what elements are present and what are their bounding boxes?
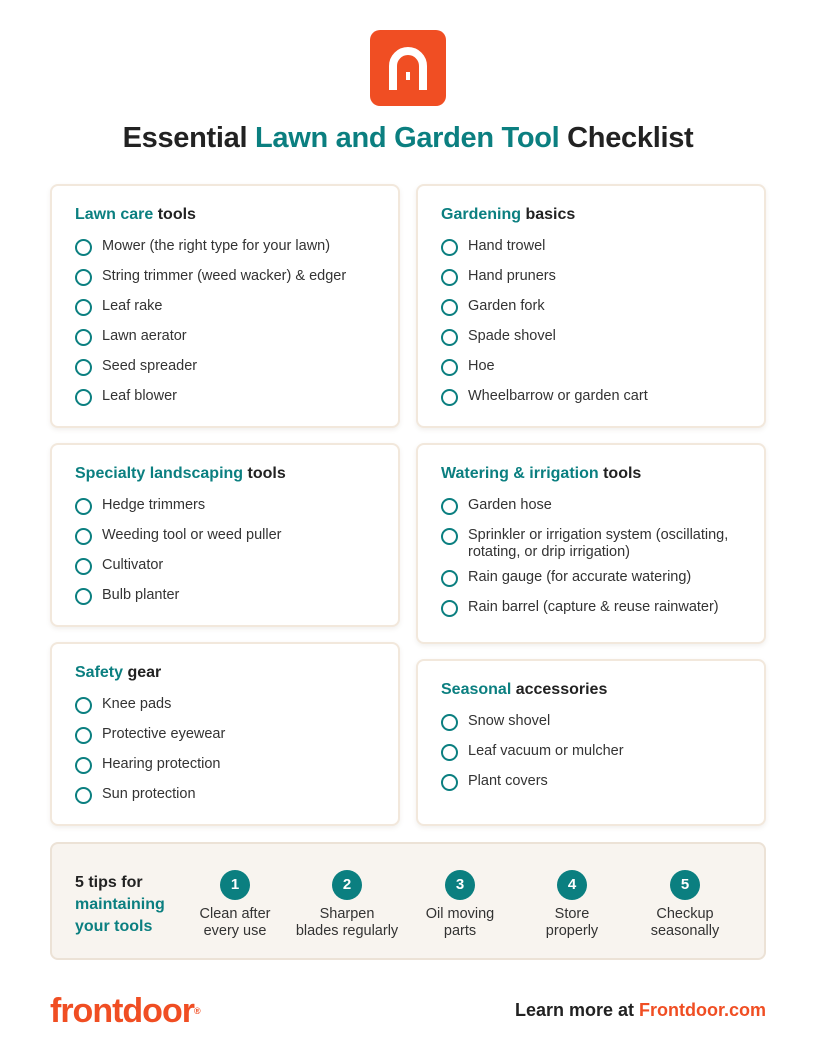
tip-number-badge: 3	[445, 870, 475, 900]
checklist-item[interactable]	[75, 726, 376, 748]
checkbox-circle-icon[interactable]	[75, 239, 92, 256]
checkbox-circle-icon[interactable]	[75, 757, 92, 774]
checklist-item[interactable]	[441, 268, 742, 290]
tip-number-badge: 1	[220, 870, 250, 900]
safety-title	[75, 664, 376, 682]
checklist-item[interactable]	[75, 358, 376, 380]
checklist-item[interactable]	[441, 497, 742, 519]
checklist-item-label: Lawn aerator	[102, 328, 187, 344]
tip-number-badge: 2	[332, 870, 362, 900]
checklist-item[interactable]	[441, 358, 742, 380]
frontdoor-wordmark-logo	[50, 992, 201, 1031]
tip-text: Store properly	[545, 906, 599, 939]
checklist-item-label: Bulb planter	[102, 587, 180, 603]
tip-number-badge: 5	[670, 870, 700, 900]
checkbox-circle-icon[interactable]	[75, 329, 92, 346]
checklist-item[interactable]	[75, 756, 376, 778]
checklist-item-label: Hand trowel	[468, 238, 546, 254]
checklist-item[interactable]	[441, 569, 742, 591]
checklist-item-label: Plant covers	[468, 773, 548, 789]
checkbox-circle-icon[interactable]	[75, 359, 92, 376]
checklist-item[interactable]	[441, 388, 742, 410]
checkbox-circle-icon[interactable]	[75, 558, 92, 575]
lawn-care-title-highlight: Lawn care	[75, 206, 154, 223]
checklist-item[interactable]	[441, 743, 742, 765]
tip-number-badge: 4	[557, 870, 587, 900]
tips-heading-highlight: maintaining your tools	[75, 896, 165, 935]
tip-item	[282, 870, 412, 940]
checklist-item[interactable]	[75, 587, 376, 609]
checkbox-circle-icon[interactable]	[75, 299, 92, 316]
checklist-item-label: String trimmer (weed wacker) & edger	[102, 268, 347, 284]
checklist-item-label: Hedge trimmers	[102, 497, 206, 513]
checklist-item[interactable]	[75, 786, 376, 808]
checkbox-circle-icon[interactable]	[441, 239, 458, 256]
specialty-title-highlight: Specialty landscaping	[75, 465, 244, 482]
page-title	[0, 122, 816, 155]
checklist-item-label: Sprinkler or irrigation system (oscillating, rotating, or drip irrigation)	[468, 527, 729, 560]
maintenance-tips-box	[50, 842, 766, 960]
title-highlight: Lawn and Garden Tool	[254, 122, 560, 154]
checklist-item-label: Rain barrel (capture & reuse rainwater)	[468, 599, 719, 615]
checkbox-circle-icon[interactable]	[75, 588, 92, 605]
checklist-item[interactable]	[441, 298, 742, 320]
checklist-item[interactable]	[75, 328, 376, 350]
checklist-item-label: Protective eyewear	[102, 726, 226, 742]
seasonal-title	[441, 681, 742, 699]
checkbox-circle-icon[interactable]	[441, 389, 458, 406]
checklist-item-label: Snow shovel	[468, 713, 551, 729]
gardening-card	[416, 184, 766, 428]
checklist-item-label: Leaf vacuum or mulcher	[468, 743, 624, 759]
checklist-item[interactable]	[75, 238, 376, 260]
checkbox-circle-icon[interactable]	[75, 697, 92, 714]
safety-title-rest: gear	[123, 664, 162, 681]
trademark-symbol: ®	[193, 1006, 201, 1016]
specialty-title	[75, 465, 376, 483]
watering-title-rest: tools	[598, 465, 642, 482]
checkbox-circle-icon[interactable]	[441, 329, 458, 346]
checklist-item-label: Garden fork	[468, 298, 545, 314]
checklist-item-label: Knee pads	[102, 696, 172, 712]
checklist-item[interactable]	[441, 238, 742, 260]
checkbox-circle-icon[interactable]	[75, 727, 92, 744]
checklist-item-label: Hand pruners	[468, 268, 556, 284]
checklist-item-label: Spade shovel	[468, 328, 556, 344]
checklist-item[interactable]	[75, 268, 376, 290]
checkbox-circle-icon[interactable]	[75, 269, 92, 286]
title-prefix: Essential	[122, 122, 255, 154]
gardening-title	[441, 206, 742, 224]
seasonal-title-highlight: Seasonal	[441, 681, 512, 698]
tip-item	[507, 870, 637, 940]
checklist-item-label: Seed spreader	[102, 358, 198, 374]
lawn-care-title	[75, 206, 376, 224]
checklist-item-label: Sun protection	[102, 786, 196, 802]
watering-title-highlight: Watering & irrigation	[441, 465, 599, 482]
checkbox-circle-icon[interactable]	[441, 528, 458, 545]
tip-text: Clean after every use	[199, 906, 271, 939]
lawn-care-title-rest: tools	[153, 206, 196, 223]
checklist-item[interactable]	[441, 773, 742, 795]
tip-text: Oil moving parts	[425, 906, 495, 939]
frontdoor-logo-icon	[370, 30, 446, 106]
seasonal-card	[416, 659, 766, 826]
specialty-title-rest: tools	[243, 465, 286, 482]
checkbox-circle-icon[interactable]	[75, 787, 92, 804]
checklist-item-label: Leaf rake	[102, 298, 163, 314]
checkbox-circle-icon[interactable]	[75, 528, 92, 545]
tip-text: Sharpen blades regularly	[295, 906, 399, 939]
checklist-item[interactable]	[441, 599, 742, 621]
checklist-item[interactable]	[75, 388, 376, 410]
tip-item	[620, 870, 750, 940]
checkbox-circle-icon[interactable]	[441, 744, 458, 761]
gardening-title-highlight: Gardening	[441, 206, 522, 223]
tip-text: Checkup seasonally	[650, 906, 720, 939]
checkbox-circle-icon[interactable]	[75, 498, 92, 515]
learn-more-link[interactable]	[515, 1000, 766, 1021]
checklist-item[interactable]	[75, 298, 376, 320]
checklist-item-label: Wheelbarrow or garden cart	[468, 388, 648, 404]
safety-card	[50, 642, 400, 826]
watering-title	[441, 465, 742, 483]
checkbox-circle-icon[interactable]	[75, 389, 92, 406]
checkbox-circle-icon[interactable]	[441, 714, 458, 731]
tip-item	[170, 870, 300, 940]
lawn-care-card	[50, 184, 400, 428]
checkbox-circle-icon[interactable]	[441, 299, 458, 316]
checklist-item-label: Cultivator	[102, 557, 164, 573]
checklist-item[interactable]	[75, 557, 376, 579]
frontdoor-link[interactable]: Frontdoor.com	[639, 1000, 766, 1020]
checkbox-circle-icon[interactable]	[441, 359, 458, 376]
checklist-item-label: Mower (the right type for your lawn)	[102, 238, 331, 254]
gardening-title-rest: basics	[521, 206, 576, 223]
checkbox-circle-icon[interactable]	[441, 774, 458, 791]
checkbox-circle-icon[interactable]	[441, 269, 458, 286]
title-suffix: Checklist	[559, 122, 694, 154]
checklist-item[interactable]	[441, 328, 742, 350]
checklist-item[interactable]	[441, 713, 742, 735]
checklist-item-label: Leaf blower	[102, 388, 177, 404]
safety-title-highlight: Safety	[75, 664, 124, 681]
checkbox-circle-icon[interactable]	[441, 570, 458, 587]
seasonal-title-rest: accessories	[511, 681, 608, 698]
checklist-item[interactable]	[75, 696, 376, 718]
tip-item	[395, 870, 525, 940]
checklist-item[interactable]	[75, 527, 376, 549]
checkbox-circle-icon[interactable]	[441, 498, 458, 515]
checklist-item-label: Hearing protection	[102, 756, 221, 772]
checklist-item[interactable]	[75, 497, 376, 519]
watering-card	[416, 443, 766, 644]
specialty-card	[50, 443, 400, 627]
checklist-item-label: Weeding tool or weed puller	[102, 527, 282, 543]
checklist-item-label: Hoe	[468, 358, 495, 374]
checklist-item-label: Rain gauge (for accurate watering)	[468, 569, 692, 585]
checklist-item[interactable]	[441, 527, 742, 561]
checklist-item-label: Garden hose	[468, 497, 552, 513]
learn-more-prefix: Learn more at	[514, 1000, 639, 1020]
checkbox-circle-icon[interactable]	[441, 600, 458, 617]
brand-name: frontdoor	[50, 992, 194, 1030]
tips-heading-line1: 5 tips for	[75, 874, 143, 891]
